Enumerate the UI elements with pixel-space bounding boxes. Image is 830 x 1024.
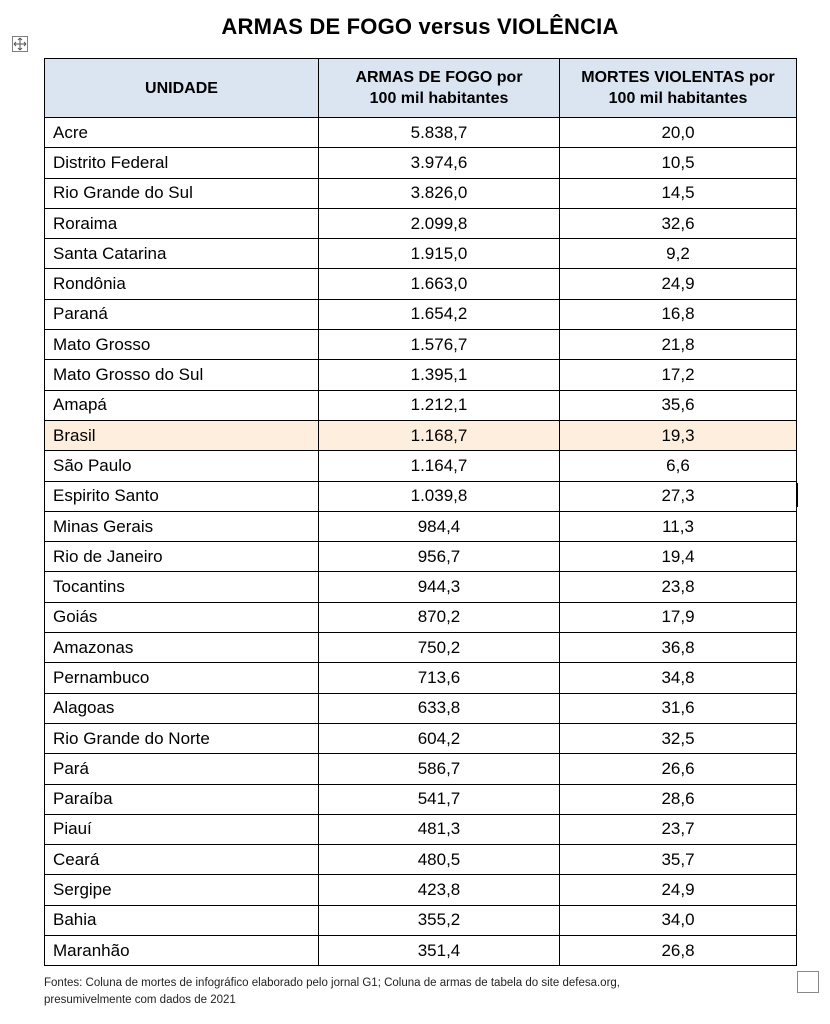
table-row bbox=[45, 208, 797, 238]
cell-unidade[interactable]: Mato Grosso do Sul bbox=[45, 360, 319, 390]
cell-unidade[interactable]: Santa Catarina bbox=[45, 239, 319, 269]
cell-unidade[interactable]: Bahia bbox=[45, 905, 319, 935]
cell-unidade[interactable]: Piauí bbox=[45, 814, 319, 844]
cell-unidade[interactable]: Roraima bbox=[45, 208, 319, 238]
cell-unidade[interactable]: Tocantins bbox=[45, 572, 319, 602]
cell-mortes[interactable]: 9,2 bbox=[560, 239, 797, 269]
cell-armas[interactable]: 1.212,1 bbox=[319, 390, 560, 420]
cell-unidade[interactable]: Ceará bbox=[45, 845, 319, 875]
end-of-row-marker[interactable] bbox=[797, 971, 819, 993]
cell-unidade[interactable]: Mato Grosso bbox=[45, 330, 319, 360]
cell-unidade[interactable]: Brasil bbox=[45, 420, 319, 450]
table-body bbox=[45, 118, 797, 966]
table-row bbox=[45, 875, 797, 905]
table-row bbox=[45, 269, 797, 299]
cell-unidade[interactable]: Pará bbox=[45, 754, 319, 784]
cell-armas[interactable]: 1.039,8 bbox=[319, 481, 560, 511]
cell-armas[interactable]: 423,8 bbox=[319, 875, 560, 905]
cell-unidade[interactable]: Amazonas bbox=[45, 633, 319, 663]
cell-unidade[interactable]: Acre bbox=[45, 118, 319, 148]
table-row bbox=[45, 542, 797, 572]
cell-armas[interactable]: 1.164,7 bbox=[319, 451, 560, 481]
cell-armas[interactable]: 481,3 bbox=[319, 814, 560, 844]
cell-mortes[interactable]: 23,7 bbox=[560, 814, 797, 844]
cell-mortes[interactable]: 14,5 bbox=[560, 178, 797, 208]
cell-mortes[interactable]: 19,3 bbox=[560, 420, 797, 450]
cell-mortes[interactable]: 26,6 bbox=[560, 754, 797, 784]
cell-mortes[interactable]: 32,5 bbox=[560, 723, 797, 753]
cell-armas[interactable]: 351,4 bbox=[319, 936, 560, 966]
table-row bbox=[45, 754, 797, 784]
cell-armas[interactable]: 604,2 bbox=[319, 723, 560, 753]
header-mortes-line1: MORTES VIOLENTAS por bbox=[581, 69, 775, 86]
cell-armas[interactable]: 984,4 bbox=[319, 511, 560, 541]
cell-armas[interactable]: 1.168,7 bbox=[319, 420, 560, 450]
cell-armas[interactable]: 944,3 bbox=[319, 572, 560, 602]
cell-armas[interactable]: 480,5 bbox=[319, 845, 560, 875]
cell-mortes[interactable]: 24,9 bbox=[560, 269, 797, 299]
cell-mortes[interactable]: 21,8 bbox=[560, 330, 797, 360]
cell-unidade[interactable]: Distrito Federal bbox=[45, 148, 319, 178]
cell-unidade[interactable]: Goiás bbox=[45, 602, 319, 632]
cell-armas[interactable]: 5.838,7 bbox=[319, 118, 560, 148]
table-row bbox=[45, 148, 797, 178]
cell-armas[interactable]: 1.395,1 bbox=[319, 360, 560, 390]
table-row bbox=[45, 511, 797, 541]
table-row bbox=[45, 723, 797, 753]
footnote-line2: presumivelmente com dados de 2021 bbox=[44, 994, 236, 1006]
cell-unidade[interactable]: Rondônia bbox=[45, 269, 319, 299]
cell-unidade[interactable]: Pernambuco bbox=[45, 663, 319, 693]
table-header-row bbox=[45, 59, 797, 118]
cell-armas[interactable]: 2.099,8 bbox=[319, 208, 560, 238]
cell-armas[interactable]: 3.826,0 bbox=[319, 178, 560, 208]
table-row bbox=[45, 905, 797, 935]
cell-armas[interactable]: 541,7 bbox=[319, 784, 560, 814]
cell-mortes[interactable]: 35,7 bbox=[560, 845, 797, 875]
cell-armas[interactable]: 1.654,2 bbox=[319, 299, 560, 329]
table-row bbox=[45, 633, 797, 663]
header-mortes-line2: 100 mil habitantes bbox=[608, 90, 748, 107]
cell-mortes[interactable]: 24,9 bbox=[560, 875, 797, 905]
cell-mortes[interactable]: 20,0 bbox=[560, 118, 797, 148]
cell-unidade[interactable]: Amapá bbox=[45, 390, 319, 420]
header-mortes[interactable] bbox=[560, 59, 797, 118]
cell-unidade[interactable]: Sergipe bbox=[45, 875, 319, 905]
cell-mortes[interactable]: 19,4 bbox=[560, 542, 797, 572]
footnote bbox=[44, 975, 784, 1009]
table-row bbox=[45, 784, 797, 814]
cell-mortes[interactable]: 11,3 bbox=[560, 511, 797, 541]
table-row bbox=[45, 239, 797, 269]
cell-unidade[interactable]: Rio Grande do Norte bbox=[45, 723, 319, 753]
cell-armas[interactable]: 750,2 bbox=[319, 633, 560, 663]
table-row bbox=[45, 330, 797, 360]
cell-mortes[interactable]: 16,8 bbox=[560, 299, 797, 329]
cell-unidade[interactable]: Paraná bbox=[45, 299, 319, 329]
header-unidade[interactable] bbox=[45, 59, 319, 118]
cell-armas[interactable]: 1.915,0 bbox=[319, 239, 560, 269]
table-row bbox=[45, 936, 797, 966]
cell-unidade[interactable]: Rio de Janeiro bbox=[45, 542, 319, 572]
cell-armas[interactable]: 956,7 bbox=[319, 542, 560, 572]
cell-unidade[interactable]: Minas Gerais bbox=[45, 511, 319, 541]
cell-mortes[interactable]: 32,6 bbox=[560, 208, 797, 238]
header-armas-line2: 100 mil habitantes bbox=[369, 90, 509, 107]
table-move-handle-icon[interactable] bbox=[12, 36, 28, 52]
text-cursor bbox=[797, 483, 798, 507]
cell-armas[interactable]: 713,6 bbox=[319, 663, 560, 693]
cell-unidade[interactable]: Rio Grande do Sul bbox=[45, 178, 319, 208]
table-row bbox=[45, 663, 797, 693]
table-row bbox=[45, 178, 797, 208]
table-row bbox=[45, 572, 797, 602]
table-row bbox=[45, 602, 797, 632]
cell-mortes[interactable]: 10,5 bbox=[560, 148, 797, 178]
table-row bbox=[45, 420, 797, 450]
cell-mortes[interactable]: 31,6 bbox=[560, 693, 797, 723]
table-row bbox=[45, 481, 797, 511]
table-row bbox=[45, 845, 797, 875]
header-armas-line1: ARMAS DE FOGO por bbox=[355, 69, 523, 86]
document-title: ARMAS DE FOGO versus VIOLÊNCIA bbox=[221, 14, 619, 39]
cell-mortes[interactable]: 17,9 bbox=[560, 602, 797, 632]
table-row bbox=[45, 451, 797, 481]
table-row bbox=[45, 360, 797, 390]
cell-mortes[interactable]: 34,8 bbox=[560, 663, 797, 693]
cell-unidade[interactable]: Maranhão bbox=[45, 936, 319, 966]
cell-armas[interactable]: 870,2 bbox=[319, 602, 560, 632]
cell-armas[interactable]: 586,7 bbox=[319, 754, 560, 784]
data-table bbox=[44, 58, 797, 966]
cell-mortes[interactable]: 28,6 bbox=[560, 784, 797, 814]
cell-armas[interactable]: 633,8 bbox=[319, 693, 560, 723]
cell-armas[interactable]: 1.576,7 bbox=[319, 330, 560, 360]
table-row bbox=[45, 390, 797, 420]
cell-mortes[interactable]: 23,8 bbox=[560, 572, 797, 602]
cell-armas[interactable]: 1.663,0 bbox=[319, 269, 560, 299]
cell-unidade[interactable]: Alagoas bbox=[45, 693, 319, 723]
header-unidade-label: UNIDADE bbox=[145, 79, 218, 97]
table-row bbox=[45, 299, 797, 329]
cell-armas[interactable]: 355,2 bbox=[319, 905, 560, 935]
cell-mortes[interactable]: 6,6 bbox=[560, 451, 797, 481]
table-row bbox=[45, 118, 797, 148]
footnote-line1: Fontes: Coluna de mortes de infográfico elaborado pelo jornal G1; Coluna de armas de tabela do site defesa.org, bbox=[44, 977, 620, 989]
cell-mortes[interactable]: 34,0 bbox=[560, 905, 797, 935]
cell-mortes[interactable]: 17,2 bbox=[560, 360, 797, 390]
table-row bbox=[45, 814, 797, 844]
cell-mortes[interactable]: 26,8 bbox=[560, 936, 797, 966]
header-armas[interactable] bbox=[319, 59, 560, 118]
cell-unidade[interactable]: Paraíba bbox=[45, 784, 319, 814]
cell-unidade[interactable]: Espirito Santo bbox=[45, 481, 319, 511]
table-row bbox=[45, 693, 797, 723]
cell-unidade[interactable]: São Paulo bbox=[45, 451, 319, 481]
cell-mortes[interactable]: 35,6 bbox=[560, 390, 797, 420]
cell-mortes[interactable]: 36,8 bbox=[560, 633, 797, 663]
cell-armas[interactable]: 3.974,6 bbox=[319, 148, 560, 178]
cell-mortes[interactable]: 27,3 bbox=[560, 481, 797, 511]
